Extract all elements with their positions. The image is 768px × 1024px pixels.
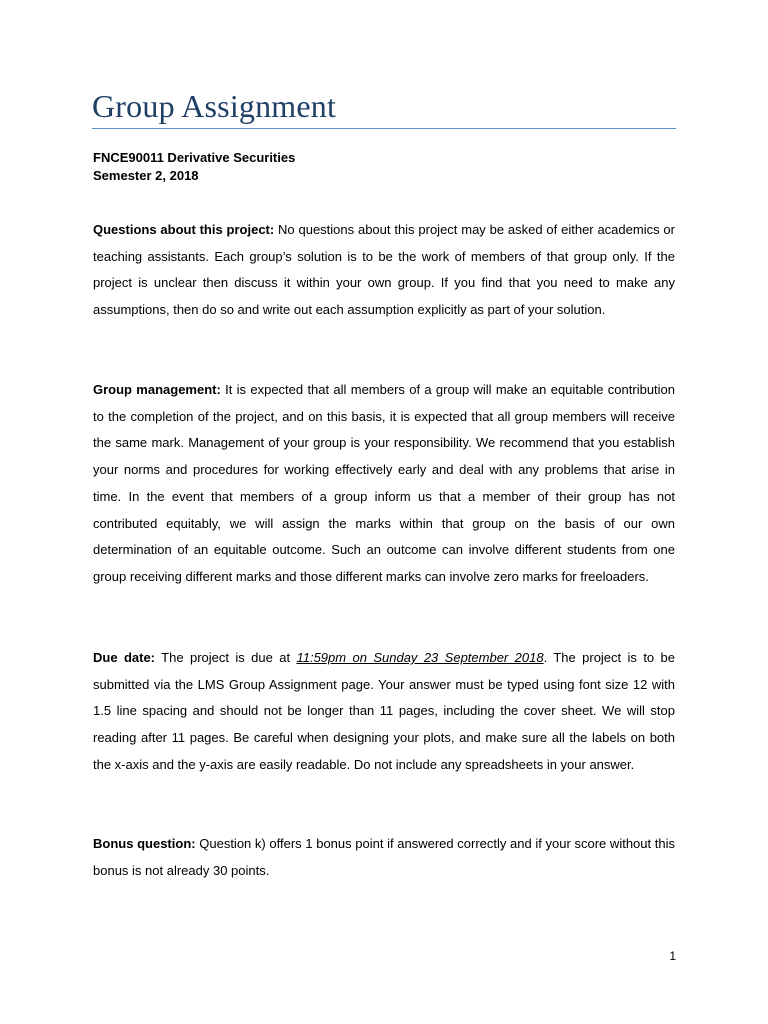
course-code-title: FNCE90011 Derivative Securities	[93, 150, 296, 165]
due-date-heading: Due date:	[93, 650, 156, 665]
page-number: 1	[669, 949, 676, 963]
questions-paragraph	[93, 217, 675, 324]
group-management-paragraph	[93, 377, 675, 591]
semester-label: Semester 2, 2018	[93, 167, 199, 183]
due-date-deadline: 11:59pm on Sunday 23 September 2018	[296, 650, 544, 665]
due-date-body-before: The project is due at	[155, 650, 297, 665]
bonus-heading: Bonus question:	[93, 836, 196, 851]
due-date-body-after: . The project is to be submitted via the LMS Group Assignment page. Your answer must be typed using font size 12 with 1.5 line spacing and should not be longer than 11 pages, including the cover sheet. We will stop reading after 11 pages. Be careful when designing your plots, and make sure all the labels on both the x-axis and the y-axis are easily readable. Do not include any spreadsheets in your answer.	[93, 650, 676, 772]
due-date-paragraph	[93, 645, 675, 779]
page-title: Group Assignment	[92, 88, 337, 124]
course-meta	[93, 149, 295, 184]
bonus-body: Question k) offers 1 bonus point if answered correctly and if your score without this bonus is not already 30 points.	[93, 836, 675, 878]
title-underline-rule	[92, 128, 676, 129]
questions-body: No questions about this project may be asked of either academics or teaching assistants. Each group’s solution is to be the work of members of that group only. If the project is unclear then discuss it within your own group. If you find that you need to make any assumptions, then do so and write out each assumption explicitly as part of your solution.	[93, 222, 675, 318]
bonus-paragraph	[93, 831, 675, 884]
questions-heading: Questions about this project:	[93, 222, 275, 237]
group-management-heading: Group management:	[93, 382, 221, 397]
group-management-body: It is expected that all members of a group will make an equitable contribution to the completion of the project, and on this basis, it is expected that all group members will receive the same mark. Management of your group is your responsibility. We recommend that you establish your norms and procedures for working effectively early and deal with any problems that arise in time. In the event that members of a group inform us that a member of their group has not contributed equitably, we will assign the marks within that group on the basis of our own determination of an equitable outcome. Such an outcome can involve different students from one group receiving different marks and those different marks can involve zero marks for freeloaders.	[93, 382, 676, 584]
